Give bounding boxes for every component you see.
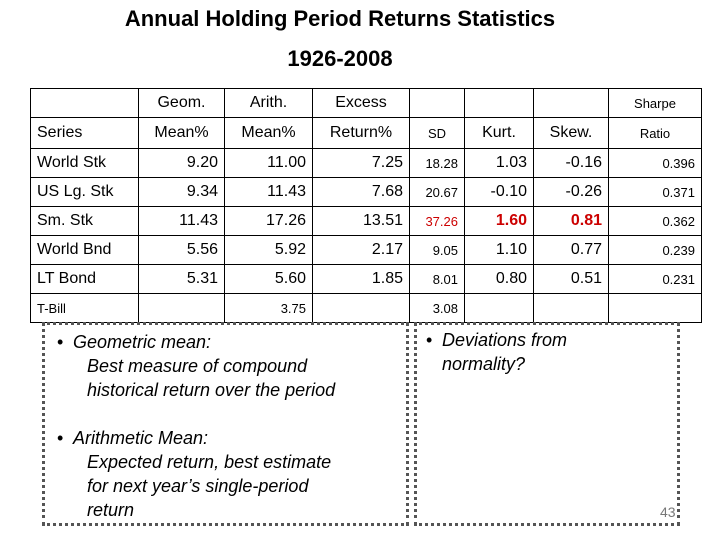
cell-geom: 5.56 (139, 236, 225, 265)
cell-series: T-Bill (31, 294, 139, 323)
cell-sharpe: 0.396 (609, 149, 702, 178)
page-number: 43 (660, 504, 676, 520)
note-heading: Geometric mean: (73, 332, 212, 352)
cell-sd: 18.28 (410, 149, 465, 178)
header-kurtosis: Kurt. (465, 118, 534, 149)
cell-kurt: -0.10 (465, 178, 534, 207)
cell-excess: 2.17 (313, 236, 410, 265)
header-sd: SD (410, 118, 465, 149)
cell-sd: 3.08 (410, 294, 465, 323)
table-row (31, 265, 702, 294)
cell-arith: 3.75 (225, 294, 313, 323)
cell-sd: 20.67 (410, 178, 465, 207)
header-skewness: Skew. (534, 118, 609, 149)
bullet-arithmetic-mean (57, 426, 332, 522)
bullet-geometric-mean (57, 330, 336, 402)
header-arith-mean: Mean% (225, 118, 313, 149)
cell-skew: -0.16 (534, 149, 609, 178)
cell-geom: 9.34 (139, 178, 225, 207)
slide-subtitle-years: 1926-2008 (287, 46, 393, 71)
cell-series: US Lg. Stk (31, 178, 139, 207)
cell-arith: 5.60 (225, 265, 313, 294)
bullet-icon: • (426, 330, 433, 350)
table-row (31, 178, 702, 207)
slide-title: Annual Holding Period Returns Statistics (124, 6, 556, 31)
cell-skew: 0.77 (534, 236, 609, 265)
header-geom-mean: Mean% (139, 118, 225, 149)
table-row (31, 207, 702, 236)
cell-geom: 9.20 (139, 149, 225, 178)
cell-kurt: 0.80 (465, 265, 534, 294)
header-empty (410, 89, 465, 118)
header-sharpe: Sharpe (609, 89, 702, 118)
table-row (31, 294, 702, 323)
cell-skew: 0.51 (534, 265, 609, 294)
cell-excess: 1.85 (313, 265, 410, 294)
note-text: for next year’s single-period (87, 476, 309, 496)
cell-skew-highlighted: 0.81 (534, 207, 609, 236)
bullet-deviations-normality (426, 328, 568, 376)
cell-series: World Stk (31, 149, 139, 178)
bullet-icon: • (57, 428, 64, 448)
cell-excess: 13.51 (313, 207, 410, 236)
cell-series: World Bnd (31, 236, 139, 265)
cell-excess (313, 294, 410, 323)
header-empty (31, 89, 139, 118)
cell-kurt: 1.03 (465, 149, 534, 178)
cell-sharpe: 0.239 (609, 236, 702, 265)
header-ratio: Ratio (609, 118, 702, 149)
cell-series: LT Bond (31, 265, 139, 294)
cell-sharpe (609, 294, 702, 323)
header-series: Series (31, 118, 139, 149)
header-empty (534, 89, 609, 118)
header-row-1 (31, 89, 702, 118)
note-heading: Arithmetic Mean: (73, 428, 209, 448)
cell-arith: 11.43 (225, 178, 313, 207)
cell-skew (534, 294, 609, 323)
bullet-icon: • (57, 332, 64, 352)
table-row (31, 236, 702, 265)
header-excess-return: Return% (313, 118, 410, 149)
note-text: Expected return, best estimate (87, 452, 332, 472)
cell-kurt: 1.10 (465, 236, 534, 265)
header-row-2 (31, 118, 702, 149)
header-geom: Geom. (139, 89, 225, 118)
table-row (31, 149, 702, 178)
note-heading: Deviations from (442, 330, 568, 350)
note-text: normality? (442, 354, 526, 374)
cell-kurt-highlighted: 1.60 (465, 207, 534, 236)
cell-sd-highlighted: 37.26 (410, 207, 465, 236)
cell-skew: -0.26 (534, 178, 609, 207)
cell-geom: 5.31 (139, 265, 225, 294)
cell-excess: 7.25 (313, 149, 410, 178)
note-text: historical return over the period (87, 380, 336, 400)
header-arith: Arith. (225, 89, 313, 118)
cell-geom: 11.43 (139, 207, 225, 236)
header-empty (465, 89, 534, 118)
cell-arith: 5.92 (225, 236, 313, 265)
header-excess: Excess (313, 89, 410, 118)
cell-sd: 9.05 (410, 236, 465, 265)
returns-statistics-table (30, 88, 702, 323)
cell-kurt (465, 294, 534, 323)
cell-sharpe: 0.231 (609, 265, 702, 294)
cell-sharpe: 0.362 (609, 207, 702, 236)
cell-arith: 11.00 (225, 149, 313, 178)
cell-arith: 17.26 (225, 207, 313, 236)
cell-excess: 7.68 (313, 178, 410, 207)
cell-geom (139, 294, 225, 323)
cell-sd: 8.01 (410, 265, 465, 294)
note-text: return (87, 500, 135, 520)
note-text: Best measure of compound (87, 356, 308, 376)
cell-sharpe: 0.371 (609, 178, 702, 207)
cell-series: Sm. Stk (31, 207, 139, 236)
